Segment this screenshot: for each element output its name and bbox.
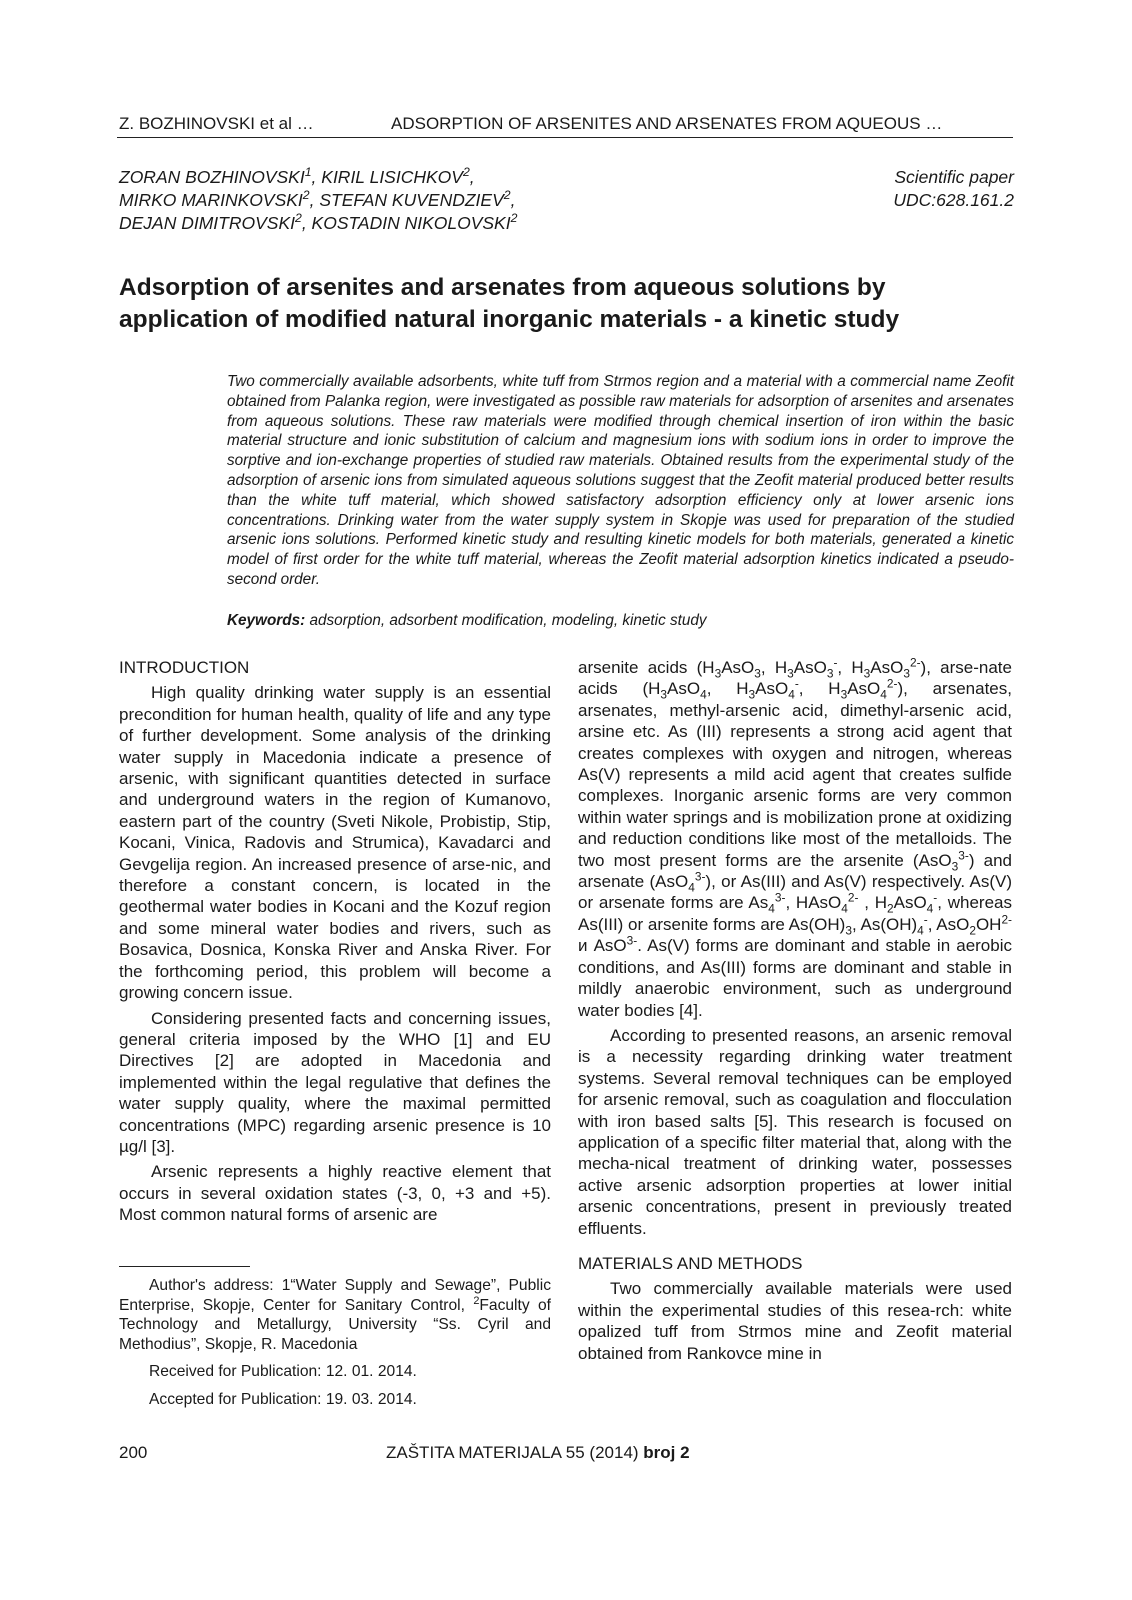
footnote xyxy=(119,1276,551,1409)
section-heading-introduction: INTRODUCTION xyxy=(119,658,250,677)
running-header-authors: Z. BOZHINOVSKI et al … xyxy=(119,114,314,133)
keywords xyxy=(227,612,1014,630)
formula-subscript: 4 xyxy=(788,687,795,702)
formula-subscript: 4 xyxy=(700,687,707,702)
author-line-1: ZORAN BOZHINOVSKI$^1$, KIRIL LISICHKOV$^2$, xyxy=(119,165,475,187)
formula-subscript: 4 xyxy=(880,687,887,702)
formula-text: , H xyxy=(706,679,749,699)
arsenic-acid-formulas xyxy=(578,655,1012,702)
running-header-title: ADSORPTION OF ARSENITES AND ARSENATES FROM AQUEOUS … xyxy=(391,114,943,133)
page-number: 200 xyxy=(119,1443,148,1462)
left-column xyxy=(119,657,551,1230)
formula-text: arsenite acids (H xyxy=(578,658,715,677)
formula-text: AsO xyxy=(755,679,789,699)
formula-superscript: 2- xyxy=(886,676,898,691)
header-divider xyxy=(117,137,1013,138)
formula-subscript: 3 xyxy=(840,687,848,702)
keywords-text: adsorption, adsorbent modification, modeling, kinetic study xyxy=(305,612,707,629)
right-column xyxy=(578,657,1012,1368)
formula-text: ), arse-nate acids (H xyxy=(578,658,1012,699)
formula-subscript: 3 xyxy=(826,666,834,681)
section-heading-materials-methods: MATERIALS AND METHODS xyxy=(578,1253,803,1273)
formula-text: AsO xyxy=(793,658,827,677)
formula-text: , H xyxy=(837,658,864,677)
journal-footer xyxy=(386,1443,690,1463)
footnote-divider xyxy=(119,1266,250,1267)
formula-superscript: - xyxy=(794,676,799,691)
formula-text: ), arsenates, xyxy=(897,679,1012,699)
author-line-2: MIRKO MARINKOVSKI$^2$, STEFAN KUVENDZIEV$^2$, xyxy=(119,188,516,210)
arsenic-forms-paragraph: arsenite acids ($H_3AsO_3$, $H_3AsO_3^-$, $H_3AsO_3^{2-}$), arse-nate acids ($H_3AsO_4$, $H_3AsO_4^-$, $H_3AsO_4^{2-}$), arsenates, arsenates, methyl-arsenic acid, dimethyl-arsenic acid, arsine etc. As (III) represents a strong acid agent that creates complexes with oxygen and nitrogen, whereas As(V) represents a mild acid agent that creates sulfide complexes. Inorganic arsenic forms are very common within water springs and is mobilization prone at oxidizing and reduction conditions like most of the metalloids. The two most present forms are the arsenite (AsO$_3^{3-}$) and arsenate (AsO$_4^{3-}$), or As(III) and As(V) respectively. As(V) or arsenate forms are $As_4^{3-}$, HAsO$_4^{2-}$ , $H_2AsO_4^-$, whereas As(III) or arsenite forms are $As(OH)_3$, $As(OH)_4^-$, $AsO_2OH^{2-}$ и AsO$^{3-}$. As(V) forms are dominant and stable in aerobic conditions, and As(III) forms are dominant and stable in mildly anaerobic environment, such as underground water bodies [4]. xyxy=(578,655,1013,1020)
formula-text: AsO xyxy=(721,658,755,677)
methods-paragraph-1: Two commercially available materials were used within the experimental studies of this resea-rch: white opalized tuff from Strmos mine and Zeofit material obtained from Rankovce mine in xyxy=(578,1279,1012,1363)
formula-text: , H xyxy=(760,658,788,677)
intro-paragraph-1: High quality drinking water supply is an essential precondition for human health, quality of life and any type of further development. Some analysis of the drinking water supply in Macedonia indicate a presence of arsenic, with significant quantities detected in surface and underground waters in the region of Kumanovo, eastern part of the country (Sveti Nikole, Probistip, Stip, Kocani, Vinica, Radovis and Strumica), Kavadarci and Gevgelija region. An increased presence of arse-nic, and therefore a constant concern, is located in the geothermal water bodies in Kocani and the Kozuf region and some mineral water bodies and rivers, such as Bosavica, Dosnica, Konska River and Anska River. For the forthcoming period, this problem will become a growing concern issue. xyxy=(119,683,551,1003)
abstract: Two commercially available adsorbents, white tuff from Strmos region and a material with a commercial name Zeofit obtained from Palanka region, were investigated as possible raw materials for adsorption of arsenites and arsenates from aqueous solutions. These raw materials were modified through chemical insertion of iron within the basic material structure and ionic substitution of calcium and magnesium ions with sodium ions in order to improve the sorptive and ion-exchange properties of studied raw materials. Obtained results from the experimental study of the adsorption of arsenic ions from simulated aqueous solutions suggest that the Zeofit material produced better results than the white tuff material, which showed satisfactory adsorption efficiency only at lower arsenic ions concentrations. Drinking water from the water supply system in Skopje was used for preparation of the studied arsenic ions solutions. Performed kinetic study and resulting kinetic models for both materials, generated a kinetic model of first order for the white tuff material, whereas the Zeofit material adsorption kinetics indicated a pseudo-second order. xyxy=(227,373,1014,588)
author-address: Author's address: 1“Water Supply and Sewage”, Public Enterprise, Skopje, Center for Sanitary Control, $^2$Faculty of Technology and Metallurgy, University “Ss. Cyril and Methodius”, Skopje, R. Macedonia xyxy=(119,1277,552,1353)
formula-text: , H xyxy=(798,679,841,699)
formula-superscript: - xyxy=(833,655,838,670)
intro-paragraph-2: Considering presented facts and concerning issues, general criteria imposed by the WHO [1] and EU Directives [2] are adopted in Macedonia and implemented within the legal regulative that defines the water supply quality, where the maximal permitted concentrations (MPC) regarding arsenic presence is 10 µg/l [3]. xyxy=(119,1008,551,1156)
received-date: Received for Publication: 12. 01. 2014. xyxy=(149,1363,417,1380)
formula-subscript: 3 xyxy=(748,687,756,702)
keywords-label: Keywords: xyxy=(227,612,306,629)
paper-type: Scientific paper xyxy=(894,167,1014,187)
paper-classification xyxy=(854,166,1014,212)
formula-text: AsO xyxy=(870,658,904,677)
formula-text: AsO xyxy=(667,679,701,699)
author-list xyxy=(119,166,517,235)
intro-paragraph-3: Arsenic represents a highly reactive element that occurs in several oxidation states (-3, 0, +3 and +5). Most common natural forms of arsenic are xyxy=(119,1162,551,1225)
accepted-date: Accepted for Publication: 19. 03. 2014. xyxy=(149,1390,417,1408)
journal-name: ZAŠTITA MATERIJALA 55 (2014) xyxy=(386,1443,644,1462)
formula-superscript: 2- xyxy=(909,655,921,670)
formula-subscript: 3 xyxy=(903,666,910,681)
formula-text: AsO xyxy=(847,679,881,699)
removal-paragraph: According to presented reasons, an arsenic removal is a necessity regarding drinking water treatment systems. Several removal techniques can be employed for arsenic removal, such as coagulation and flocculation with iron based salts [5]. This research is focused on application of a specific filter material that, along with the mecha-nical treatment of drinking water, possesses active arsenic adsorption properties at lower initial arsenic concentrations, present in previously treated effluents. xyxy=(578,1025,1012,1238)
author-line-3: DEJAN DIMITROVSKI$^2$, KOSTADIN NIKOLOVSKI$^2$ xyxy=(119,211,518,233)
paper-title: Adsorption of arsenites and arsenates from aqueous solutions by application of modified natural inorganic materials - a kinetic study xyxy=(119,274,900,333)
journal-issue: broj 2 xyxy=(643,1443,690,1462)
udc-code: UDC:628.161.2 xyxy=(893,190,1014,210)
formula-subscript: 3 xyxy=(754,666,761,681)
formula-subscript: 3 xyxy=(863,666,871,681)
formula-subscript: 3 xyxy=(714,666,722,681)
formula-subscript: 3 xyxy=(787,666,794,681)
formula-subscript: 3 xyxy=(660,687,668,702)
